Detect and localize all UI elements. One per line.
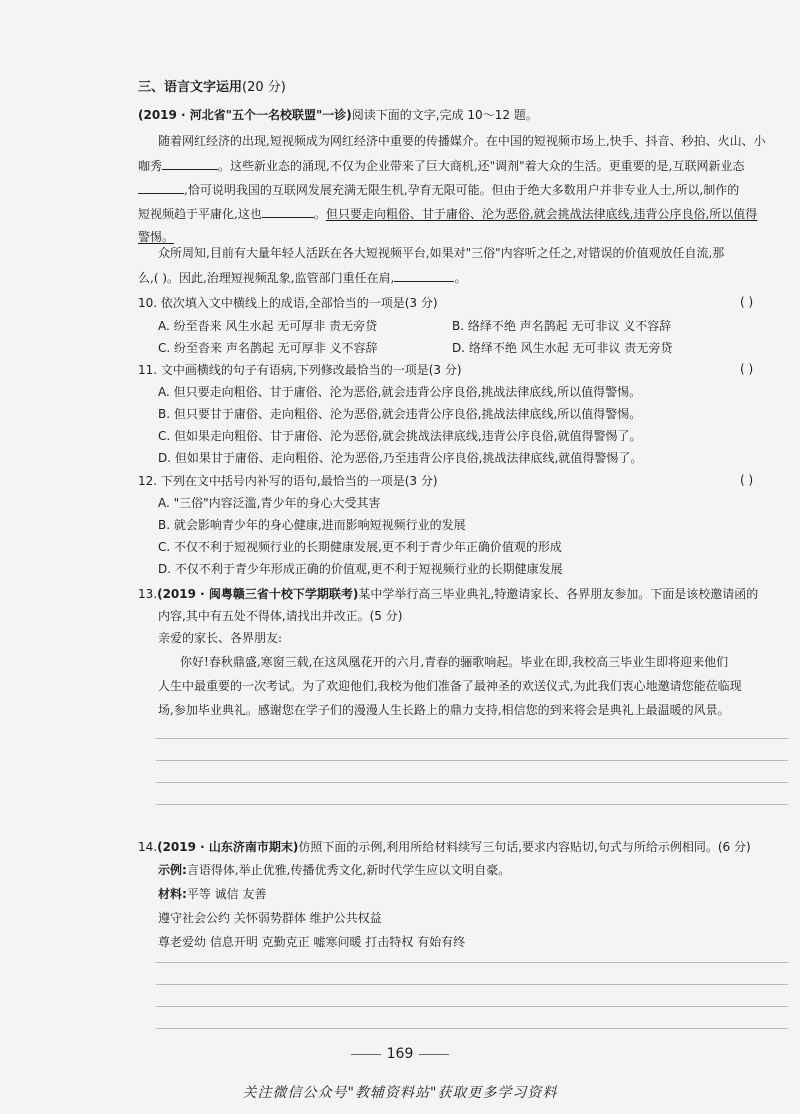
- letter-line: 人生中最重要的一次考试。为了欢迎他们,我校为他们准备了最神圣的欢送仪式,为此我们衷心地邀请您能莅临现: [158, 679, 742, 693]
- example-label: 示例:: [158, 863, 187, 877]
- passage-text: 咖秀: [138, 159, 163, 173]
- q14-stem: [138, 839, 751, 855]
- q11-answer-paren[interactable]: ( ): [740, 362, 754, 376]
- passage-text: 么,( )。因此,治理短视频乱象,监管部门重任在肩,: [138, 271, 395, 285]
- q10-answer-paren[interactable]: ( ): [740, 295, 754, 309]
- footer-note: 关注微信公众号"教辅资料站"获取更多学习资料: [242, 1085, 558, 1101]
- passage-intro: [138, 107, 538, 123]
- example-text: 言语得体,举止优雅,传播优秀文化,新时代学生应以文明自豪。: [186, 863, 511, 877]
- q12-stem: 12. 下列在文中括号内补写的语句,最恰当的一项是(3 分): [138, 474, 438, 488]
- q12-option-b: B. 就会影响青少年的身心健康,进而影响短视频行业的发展: [158, 518, 466, 532]
- fill-blank: [394, 269, 454, 282]
- material-text: 平等 诚信 友善: [186, 887, 267, 901]
- q11-stem: 11. 文中画横线的句子有语病,下列修改最恰当的一项是(3 分): [138, 363, 462, 377]
- answer-line[interactable]: [156, 984, 788, 985]
- page-number: [0, 1046, 800, 1062]
- passage-line: [138, 269, 466, 286]
- q13-source: (2019 · 闽粤赣三省十校下学期联考): [157, 587, 359, 601]
- page-number-value: 169: [386, 1046, 414, 1062]
- answer-line[interactable]: [156, 1028, 788, 1029]
- q11-option-d: D. 但如果甘于庸俗、走向粗俗、沦为恶俗,乃至违背公序良俗,挑战法律底线,就值得警惕了。: [158, 451, 643, 465]
- fill-blank: [162, 157, 218, 170]
- page-number-dash: [351, 1054, 381, 1055]
- passage-line: [138, 157, 745, 174]
- answer-line[interactable]: [156, 962, 788, 963]
- passage-line: 随着网红经济的出现,短视频成为网红经济中重要的传播媒介。在中国的短视频市场上,快手、抖音、秒拍、火山、小: [158, 134, 766, 148]
- q14-material: [158, 886, 266, 902]
- q13-stem-line2: 内容,其中有五处不得体,请找出并改正。(5 分): [158, 609, 403, 623]
- answer-line[interactable]: [156, 782, 788, 783]
- passage-text: ,恰可说明我国的互联网发展充满无限生机,孕育无限可能。但由于绝大多数用户并非专业人士,所以,制作的: [184, 183, 740, 197]
- q14-stem-text: 仿照下面的示例,利用所给材料续写三句话,要求内容贴切,句式与所给示例相同。(6 分): [298, 840, 751, 854]
- passage-text: 。: [313, 207, 326, 221]
- letter-line: 你好!春秋鼎盛,寒窗三载,在这凤凰花开的六月,青春的骊歌响起。毕业在即,我校高三毕业生即将迎来他们: [180, 655, 729, 669]
- answer-line[interactable]: [156, 760, 788, 761]
- q11-option-a: A. 但只要走向粗俗、甘于庸俗、沦为恶俗,就会违背公序良俗,挑战法律底线,所以值得警惕。: [158, 385, 642, 399]
- q10-option-b: B. 络绎不绝 声名鹊起 无可非议 义不容辞: [452, 319, 672, 333]
- q11-option-b: B. 但只要甘于庸俗、走向粗俗、沦为恶俗,就会违背公序良俗,挑战法律底线,所以值得警惕。: [158, 407, 642, 421]
- q13-stem: [138, 586, 758, 602]
- passage-instruction: 阅读下面的文字,完成 10～12 题。: [351, 108, 538, 122]
- passage-line: 众所周知,目前有大量年轻人活跃在各大短视频平台,如果对"三俗"内容听之任之,对错误的价值观放任自流,那: [158, 246, 725, 260]
- q12-answer-paren[interactable]: ( ): [740, 473, 754, 487]
- q12-option-d: D. 不仅不利于青少年形成正确的价值观,更不利于短视频行业的长期健康发展: [158, 562, 563, 576]
- q12-option-a: A. "三俗"内容泛滥,青少年的身心大受其害: [158, 496, 381, 510]
- letter-greeting: 亲爱的家长、各界朋友:: [158, 631, 283, 645]
- q10-option-d: D. 络绎不绝 风生水起 无可非议 责无旁贷: [452, 341, 673, 355]
- q10-option-a: A. 纷至沓来 风生水起 无可厚非 责无旁贷: [158, 319, 378, 333]
- q13-number: 13.: [138, 587, 158, 601]
- section-score: (20 分): [242, 80, 286, 95]
- underlined-sentence-end: 警惕。: [138, 230, 175, 244]
- q10-option-c: C. 纷至沓来 声名鹊起 无可厚非 义不容辞: [158, 341, 378, 355]
- q10-stem: 10. 依次填入文中横线上的成语,全部恰当的一项是(3 分): [138, 296, 438, 310]
- passage-text: 。: [454, 271, 467, 285]
- q14-number: 14.: [138, 840, 158, 854]
- section-title: 三、语言文字运用: [138, 80, 243, 95]
- answer-line[interactable]: [156, 804, 788, 805]
- fill-blank: [138, 181, 184, 194]
- q14-material-row: 尊老爱幼 信息开明 克勤克正 嘘寒问暖 打击特权 有始有终: [158, 935, 466, 949]
- q14-source: (2019 · 山东济南市期末): [157, 840, 299, 854]
- q12-option-c: C. 不仅不利于短视频行业的长期健康发展,更不利于青少年正确价值观的形成: [158, 540, 562, 554]
- letter-line: 场,参加毕业典礼。感谢您在学子们的漫漫人生长路上的鼎力支持,相信您的到来将会是典礼上最温暖的风景。: [158, 703, 730, 717]
- q14-example: [158, 862, 510, 878]
- q13-stem-text: 某中学举行高三毕业典礼,特邀请家长、各界朋友参加。下面是该校邀请函的: [358, 587, 759, 601]
- underlined-sentence: 但只要走向粗俗、甘于庸俗、沦为恶俗,就会挑战法律底线,违背公序良俗,所以值得: [325, 207, 758, 221]
- answer-line[interactable]: [156, 1006, 788, 1007]
- passage-source: (2019 · 河北省"五个一名校联盟"一诊): [138, 108, 352, 122]
- q11-option-c: C. 但如果走向粗俗、甘于庸俗、沦为恶俗,就会挑战法律底线,违背公序良俗,就值得警惕了。: [158, 429, 642, 443]
- passage-text: 短视频趋于平庸化,这也: [138, 207, 262, 221]
- fill-blank: [262, 205, 314, 218]
- answer-line[interactable]: [156, 738, 788, 739]
- page-number-dash: [419, 1054, 449, 1055]
- q14-material-row: 遵守社会公约 关怀弱势群体 维护公共权益: [158, 911, 382, 925]
- passage-line: [138, 205, 757, 222]
- passage-text: 。这些新业态的涌现,不仅为企业带来了巨大商机,还"调剂"着大众的生活。更重要的是,互联网新业态: [218, 159, 745, 173]
- material-label: 材料:: [158, 887, 187, 901]
- passage-line: [138, 181, 739, 198]
- section-header: [138, 80, 286, 96]
